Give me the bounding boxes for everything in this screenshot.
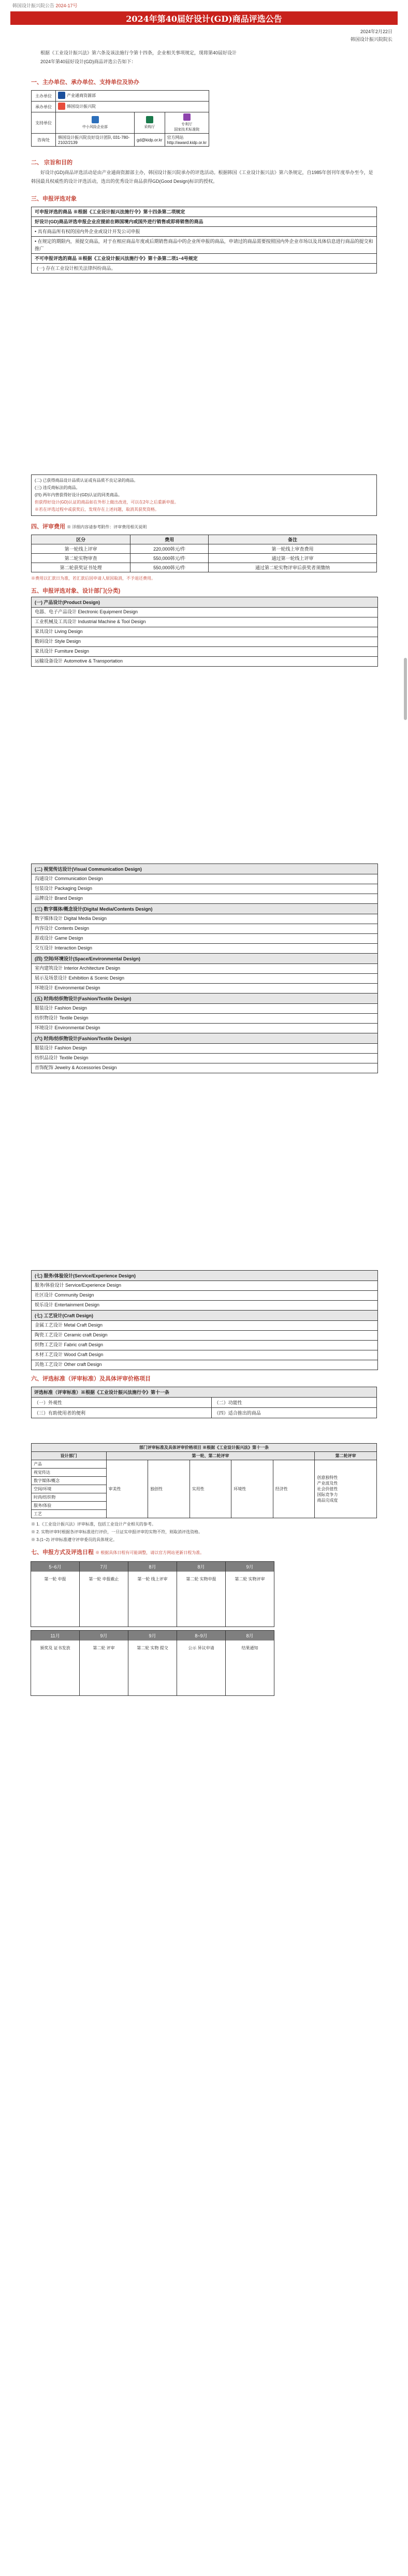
category-item: 运输设备设计 Automotive & Transportation — [35, 658, 123, 664]
table-row: 第二轮实物审查 550,000韩元/件 通过第一轮线上评审 — [32, 554, 377, 563]
schedule-row-2 — [31, 1630, 377, 1696]
breadcrumb-number: 2024-17号 — [55, 3, 78, 8]
table-row: 产品 审美性 独创性 实用性 环境性 经济性 创意独特性 产业波及性 社会价值性 国际竞争力 商品完成度 — [32, 1460, 377, 1469]
eligibility-row: • 在规定的期限内，须提交商品，对于在相应商品年度或后期销售商品中的企业所申报的商品，申请过的商品需要按照国内外企业市场以及具体信息进行商品的提交和推广 — [32, 237, 376, 254]
exclusion-line: (四) 两年内曾获得好设计(GD)认证的同类商品。 — [35, 493, 122, 497]
category-head: (一) 产品设计(Product Design) — [32, 597, 377, 608]
category-item: 内容设计 Contents Design — [32, 924, 377, 934]
section-title-fees: 四、评审费用 ※ 详细内容请参考附件：评审费用相关说明 — [31, 524, 147, 530]
fee-header: 区分 — [32, 535, 130, 544]
contact-label: 咨询处 — [32, 134, 56, 147]
category-item: 交互设计 Interaction Design — [32, 944, 377, 954]
schedule-step: 8月 第二轮 实物申报 — [177, 1561, 226, 1627]
table-row: （三）有助使用者的便利 （四）适合推出的商品 — [32, 1408, 377, 1418]
breadcrumb — [0, 0, 408, 11]
category-item: 服务/体验设计 Service/Experience Design — [32, 1281, 377, 1291]
category-item: 娱乐设计 Entertainment Design — [32, 1301, 377, 1311]
intro-paragraph: 根据《工业设计振兴法》第六条及该法施行令第十四条，企业相关事项规定，现将第40届好设计 — [40, 50, 237, 55]
category-item: 包装设计 Packaging Design — [32, 884, 377, 894]
schedule-step: 9月 第二轮 评审 — [79, 1630, 128, 1696]
category-head: (四) 空间/环境设计(Space/Environmental Design) — [32, 954, 377, 964]
matrix-note: ※ 1.《工业设计振兴法》评审标准，包括工业设计产业相关的参考。 — [31, 1522, 156, 1527]
category-group — [31, 597, 378, 667]
category-head: (五) 时尚/纺织物设计(Fashion/Textile Design) — [32, 994, 377, 1004]
category-group — [31, 864, 378, 1073]
table-row: 第一轮线上评审 220,000韩元/件 第一轮线上审查费用 — [32, 544, 377, 554]
category-item: 室内建筑设计 Interior Architecture Design — [32, 964, 377, 974]
contact-email[interactable]: gd@kidp.or.kr — [135, 134, 165, 147]
category-item: 社区设计 Community Design — [32, 1291, 377, 1301]
eligibility-row: 可申报评选的商品 ※根据《工业设计振兴法施行令》第十四条第二项规定 — [32, 207, 376, 217]
category-item: 纺织品设计 Textile Design — [32, 1054, 377, 1063]
eligibility-row: • 具有商品所有权的国内外企业或设计开发公司申报 — [32, 227, 376, 237]
category-item: 服装设计 Fashion Design — [32, 1044, 377, 1054]
contact-site[interactable]: 官方网站 http://award.kidp.or.kr — [165, 134, 209, 147]
section-title-schedule: 七、申报方式及评选日程 ※ 根据具体日程有可能调整，请以官方网站更新日程为准。 — [31, 1549, 205, 1556]
schedule-step: 11月 颁奖及 证书发放 — [31, 1630, 80, 1696]
table-row: （一）外观性 （二）功能性 — [32, 1398, 377, 1408]
schedule-step: 8~9月 公示 异议申请 — [177, 1630, 226, 1696]
matrix-note: ※ 3.(1~2) 评审标准遵守评审委员的具体规定。 — [31, 1537, 118, 1542]
category-item: 品牌设计 Brand Design — [32, 894, 377, 904]
schedule-step: 5~6月 第一轮 申报 — [31, 1561, 80, 1627]
category-head: (三) 数字媒体/概念设计(Digital Media/Contents Design) — [32, 904, 377, 914]
criteria-table: 评选标准（评审标准）※根据《工业设计振兴法施行令》第十一条 （一）外观性 （二）功能性 （三）有助使用者的便利 （四）适合推出的商品 — [31, 1387, 377, 1418]
section-title-categories: 五、申报评选对象、设计部门(分类) — [31, 588, 121, 594]
contact-phone: 韩国设计振兴院良好设计团队 031-780-2102/2139 — [56, 134, 135, 147]
schedule-step: 9月 第二轮 实物 提交 — [128, 1630, 177, 1696]
announcement-org: 韩国设计振兴院院长 — [350, 37, 392, 42]
section-title-eligibility: 三、申报评选对象 — [31, 196, 77, 202]
category-item: 游戏设计 Game Design — [32, 934, 377, 944]
section-title-purpose: 二、 宗旨和目的 — [31, 160, 73, 166]
announcement-title: 2024年第40届好设计(GD)商品评选公告 — [10, 11, 398, 25]
host-label: 承办单位 — [32, 102, 56, 112]
exclusion-block — [31, 474, 377, 516]
category-item: 木材工艺设计 Wood Craft Design — [32, 1350, 377, 1360]
schedule-step: 7月 第一轮 申报截止 — [79, 1561, 128, 1627]
intro-paragraph-2: 2024年第40届好设计(GD)商品评选公告如下： — [40, 59, 136, 64]
exclusion-line: 但获得好设计(GD)认证的商品如在外形上做出改进，可以在2年之后重新申报。 — [35, 500, 179, 505]
table-row: 服务/体验 — [32, 1502, 377, 1510]
kidp-logo: 韩国设计振兴院 — [58, 103, 96, 110]
category-head: (六) 时尚/纺织物设计(Fashion/Textile Design) — [32, 1033, 377, 1044]
category-item: 纺织物设计 Textile Design — [32, 1014, 377, 1024]
fee-footnote: ※费用以汇款日为准，若汇款后因申请人原因取消，不予退还费用。 — [31, 576, 155, 581]
table-row: 工艺 — [32, 1510, 377, 1518]
table-row: 视觉传达 — [32, 1469, 377, 1477]
category-head: (七) 工艺设计(Craft Design) — [32, 1311, 377, 1321]
category-item: 环境设计 Environmental Design — [32, 984, 377, 994]
exclusion-line: (三) 违反商标法的商品。 — [35, 485, 80, 490]
category-item: 服装设计 Fashion Design — [32, 1004, 377, 1014]
fee-header: 费用 — [130, 535, 209, 544]
category-item: 首饰配饰 Jewelry & Accessories Design — [35, 1065, 117, 1070]
organizer-cell — [56, 91, 209, 102]
category-item: 织物工艺设计 Fabric craft Design — [32, 1341, 377, 1350]
category-item: 其他工艺设计 Other craft Design — [35, 1362, 102, 1367]
section-title-criteria: 六、评选标准（评审标准）及具体评审价格项目 — [31, 1376, 151, 1382]
category-item: 家具设计 Living Design — [32, 627, 377, 637]
eligibility-row: 好设计(GD)商品评选申报企业应提前在韩国境内或国外进行销售或即将销售的商品 — [32, 217, 376, 227]
ministry-logo: 产业通商资源部 — [58, 92, 96, 99]
schedule-step: 8月 第一轮 线上评审 — [128, 1561, 177, 1627]
fee-header: 备注 — [209, 535, 377, 544]
category-group — [31, 1270, 378, 1370]
schedule-step: 8月 结果通知 — [225, 1630, 274, 1696]
schedule-row-1 — [31, 1561, 377, 1627]
category-item: 工业机械及工具设计 Industrial Machine & Tool Design — [32, 617, 377, 627]
category-head: (二) 视觉传达设计(Visual Communication Design) — [32, 864, 377, 874]
organizers-table — [31, 90, 209, 147]
section-title-organizers: 一、主办单位、承办单位、支持单位及协办 — [31, 79, 139, 85]
scrollbar-thumb[interactable] — [404, 658, 407, 720]
table-row: 时尚/纺织物 — [32, 1493, 377, 1502]
support-label: 支持单位 — [32, 112, 56, 134]
category-item: 沟通设计 Communication Design — [32, 874, 377, 884]
schedule-step: 9月 第二轮 实物评审 — [225, 1561, 274, 1627]
support-logo-1: 中小风险企业部 — [56, 112, 135, 134]
breadcrumb-prefix: 韩国设计振兴院公告 — [12, 3, 55, 8]
exclusion-line: ※若在评选过程中或获奖后，发现存在上述问题，取消其获奖资格。 — [35, 507, 159, 512]
organizer-label: 主办单位 — [32, 91, 56, 102]
category-item: 电器、电子产品设计 Electronic Equipment Design — [32, 608, 377, 617]
announcement-date: 2024年2月22日 — [360, 29, 392, 34]
category-item: 数码设计 Style Design — [32, 637, 377, 647]
eligibility-row: 不可申报评选的商品 ※根据《工业设计振兴法施行令》第十条第二项1~4号规定 — [32, 254, 376, 264]
category-head: (七) 服务/体验设计(Service/Experience Design) — [32, 1271, 377, 1281]
eligibility-row: (一) 存在工业设计相关法律纠纷商品。 — [37, 266, 116, 271]
support-logo-3: 专利厅 国家技术标准院 — [165, 112, 209, 134]
table-row: 空间/环境 — [32, 1485, 377, 1493]
category-item: 展示及场景设计 Exhibition & Scenic Design — [32, 974, 377, 984]
matrix-note: ※ 2. 实物评审时根据各评审标准进行评价，一旦证实申报评审的实物不符，则取消评选资格。 — [31, 1530, 203, 1534]
fee-table — [31, 535, 377, 572]
eligibility-block — [31, 207, 377, 274]
host-cell — [56, 102, 209, 112]
category-item: 数字媒体设计 Digital Media Design — [32, 914, 377, 924]
category-item: 金属工艺设计 Metal Craft Design — [32, 1321, 377, 1331]
table-row: 第二轮获奖证书处理 550,000韩元/件 通过第二轮实物评审后获奖者须缴纳 — [32, 563, 377, 572]
purpose-paragraph: 好设计(GD)商品评选活动是由产业通商资源部主办，韩国设计振兴院承办的评选活动。根据韩国《工业设计振兴法》第六条规定，自1985年创刊年度举办至今，是韩国最具权威性的设计评选活动，选出的优秀设计商品获得GD(Good Design)标识的授权。 — [31, 170, 373, 184]
category-item: 环境设计 Environmental Design — [32, 1024, 377, 1033]
table-row: 数字媒体/概念 — [32, 1477, 377, 1485]
exclusion-line: (二) 已获得商品设计品质认证或有品质不良记录的商品。 — [35, 478, 138, 483]
support-logo-2: 采购厅 — [135, 112, 165, 134]
review-matrix: 部门评审标准及具体评审价格项目 ※根据《工业设计振兴法》第十一条 设计部门 第一轮、第二轮评审 第二轮评审 产品 审美性 独创性 实用性 环境性 经济性 创意独特性 产业波及性 社会价值性 国际竞争力 商品完成度 视觉传达 数字媒体/概念 空间/环境 时尚/纺织物 服务/体验 工艺 — [31, 1443, 377, 1518]
category-item: 家具设计 Furniture Design — [32, 647, 377, 657]
category-item: 陶瓷工艺设计 Ceramic craft Design — [32, 1331, 377, 1341]
